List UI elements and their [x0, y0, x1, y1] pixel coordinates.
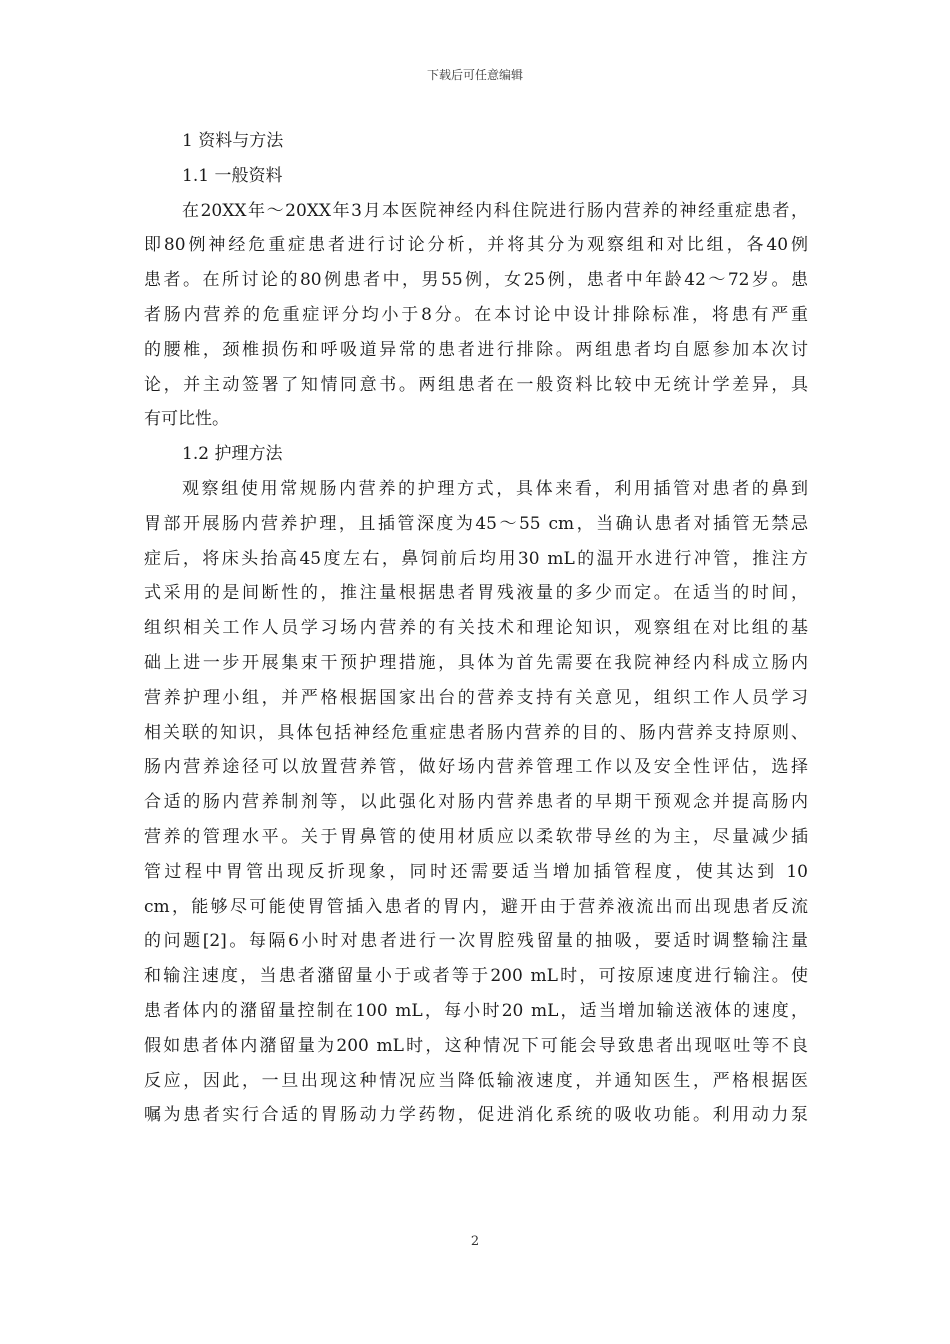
- page-header: 下载后可任意编辑: [426, 68, 523, 82]
- paragraph-line: 和输注速度，当患者潴留量小于或者等于200 mL时，可按原速度进行输注。使: [144, 966, 808, 987]
- paragraph-line: 者肠内营养的危重症评分均小于8分。在本讨论中设计排除标准，将患有严重: [144, 304, 808, 325]
- subsection-heading: 1.1 一般资料: [182, 165, 283, 186]
- paragraph-line: 论，并主动签署了知情同意书。两组患者在一般资料比较中无统计学差异，具: [144, 374, 808, 395]
- paragraph-line: 的腰椎，颈椎损伤和呼吸道异常的患者进行排除。两组患者均自愿参加本次讨: [144, 339, 808, 360]
- paragraph-line: 合适的肠内营养制剂等，以此强化对肠内营养患者的早期干预观念并提高肠内: [144, 792, 808, 813]
- paragraph-line: 胃部开展肠内营养护理，且插管深度为45～55 cm，当确认患者对插管无禁忌: [144, 513, 808, 534]
- subsection-heading: 1.2 护理方法: [182, 444, 283, 465]
- paragraph-line: 础上进一步开展集束干预护理措施，具体为首先需要在我院神经内科成立肠内: [144, 652, 808, 673]
- paragraph-line: cm，能够尽可能使胃管插入患者的胃内，避开由于营养液流出而出现患者反流: [144, 896, 808, 917]
- paragraph-line: 症后，将床头抬高45度左右，鼻饲前后均用30 mL的温开水进行冲管，推注方: [144, 548, 808, 569]
- page-number: 2: [470, 1234, 480, 1249]
- paragraph-line: 即80例神经危重症患者进行讨论分析，并将其分为观察组和对比组，各40例: [144, 235, 808, 256]
- paragraph-line: 嘱为患者实行合适的胃肠动力学药物，促进消化系统的吸收功能。利用动力泵: [144, 1105, 808, 1126]
- paragraph-line: 式采用的是间断性的，推注量根据患者胃残液量的多少而定。在适当的时间，: [144, 583, 808, 604]
- paragraph-line: 有可比性。: [144, 409, 229, 430]
- paragraph-line: 在20XX年～20XX年3月本医院神经内科住院进行肠内营养的神经重症患者，: [182, 200, 808, 221]
- paragraph-line: 患者。在所讨论的80例患者中，男55例，女25例，患者中年龄42～72岁。患: [144, 270, 808, 291]
- paragraph-line: 假如患者体内潴留量为200 mL时，这种情况下可能会导致患者出现呕吐等不良: [144, 1035, 808, 1056]
- paragraph-line: 患者体内的潴留量控制在100 mL，每小时20 mL，适当增加输送液体的速度，: [144, 1000, 808, 1021]
- paragraph-line: 管过程中胃管出现反折现象，同时还需要适当增加插管程度，使其达到 10: [144, 861, 808, 882]
- paragraph-line: 的问题[2]。每隔6小时对患者进行一次胃腔残留量的抽吸，要适时调整输注量: [144, 931, 808, 952]
- paragraph-line: 观察组使用常规肠内营养的护理方式，具体来看，利用插管对患者的鼻到: [182, 478, 808, 499]
- document-body: [144, 124, 808, 1133]
- paragraph-line: 组织相关工作人员学习场内营养的有关技术和理论知识，观察组在对比组的基: [144, 618, 808, 639]
- paragraph-line: 营养的管理水平。关于胃鼻管的使用材质应以柔软带导丝的为主，尽量减少插: [144, 826, 808, 847]
- paragraph-line: 营养护理小组，并严格根据国家出台的营养支持有关意见，组织工作人员学习: [144, 687, 808, 708]
- section-heading: 1 资料与方法: [182, 131, 284, 151]
- paragraph-line: 相关联的知识，具体包括神经危重症患者肠内营养的目的、肠内营养支持原则、: [144, 722, 808, 743]
- paragraph-line: 肠内营养途径可以放置营养管，做好场内营养管理工作以及安全性评估，选择: [144, 757, 808, 778]
- paragraph-line: 反应，因此，一旦出现这种情况应当降低输液速度，并通知医生，严格根据医: [144, 1070, 808, 1091]
